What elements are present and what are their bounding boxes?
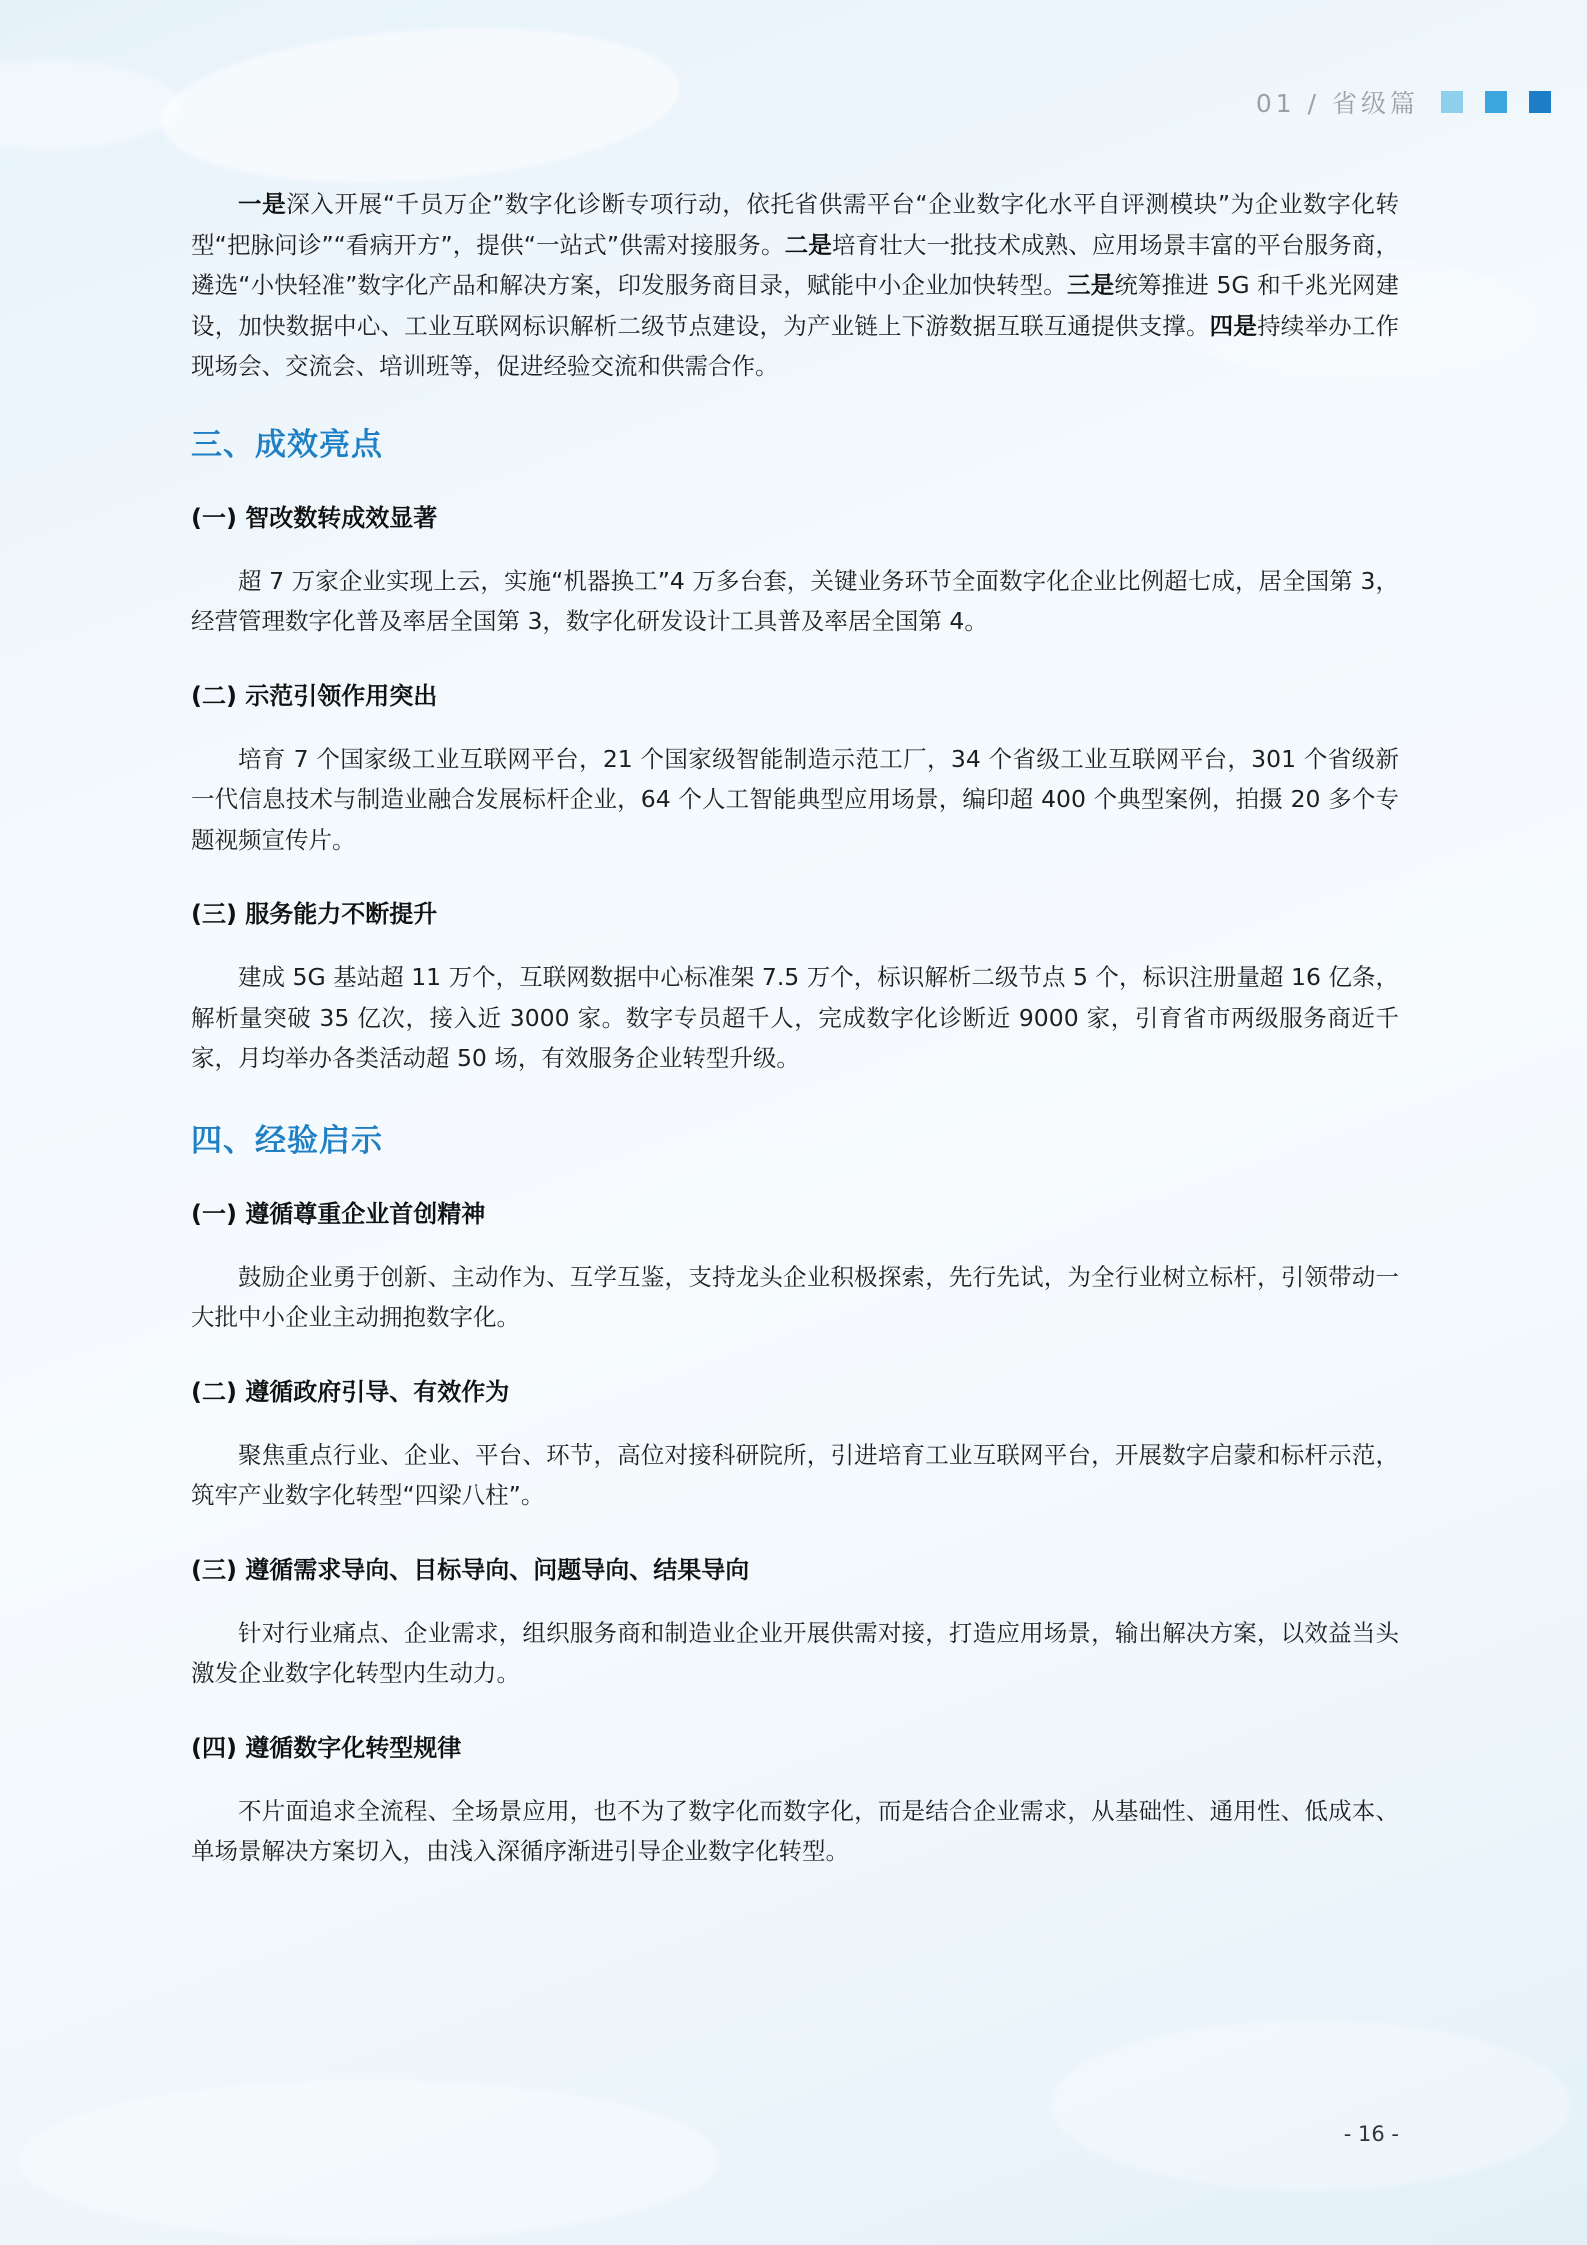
intro-s3-text: 统筹推进 5G 和千兆光网建设，加快数据中心、工业互联网标识解析二级节点建设，为产业链上下游数据互联互通提供支撑。 (191, 271, 1399, 340)
section-3-sub-2-title: (二) 示范引领作用突出 (191, 681, 438, 710)
header-square-dark-icon (1529, 91, 1551, 113)
background-decoration (155, 12, 684, 198)
section-4-sub-2-title: (二) 遵循政府引导、有效作为 (191, 1377, 510, 1406)
section-3-sub-3-title: (三) 服务能力不断提升 (191, 900, 438, 928)
header-square-medium-icon (1485, 91, 1507, 113)
intro-s4-lead: 四是 (1209, 311, 1258, 340)
header-square-light-icon (1441, 91, 1463, 113)
intro-s4-text: 持续举办工作现场会、交流会、培训班等，促进经验交流和供需合作。 (191, 311, 1400, 380)
section-3-sub-1-text: 超 7 万家企业实现上云，实施“机器换工”4 万多台套，关键业务环节全面数字化企业比例超七成，居全国第 3，经营管理数字化普及率居全国第 3，数字化研发设计工具普及率居全国第 4。 (191, 566, 1399, 635)
intro-paragraph (191, 184, 1399, 387)
intro-s1-lead: 一是 (238, 190, 287, 218)
background-decoration (1050, 2020, 1570, 2190)
intro-s2-lead: 二是 (784, 230, 832, 259)
section-4-sub-3-text: 针对行业痛点、企业需求，组织服务商和制造业企业开展供需对接，打造应用场景，输出解决方案，以效益当头激发企业数字化转型内生动力。 (191, 1618, 1399, 1687)
chapter-label: 01 / 省级篇 (1255, 89, 1419, 118)
background-decoration (20, 2080, 720, 2240)
section-4-sub-3-title: (三) 遵循需求导向、目标导向、问题导向、结果导向 (191, 1555, 750, 1584)
page-number: - 16 - (1343, 2122, 1399, 2146)
section-4-sub-2-text: 聚焦重点行业、企业、平台、环节，高位对接科研院所，引进培育工业互联网平台，开展数字启蒙和标杆示范，筑牢产业数字化转型“四梁八柱”。 (191, 1440, 1399, 1509)
section-3-sub-2-text: 培育 7 个国家级工业互联网平台，21 个国家级智能制造示范工厂，34 个省级工业互联网平台，301 个省级新一代信息技术与制造业融合发展标杆企业，64 个人工智能典型应用场景，编印超 400 个典型案例，拍摄 20 多个专题视频宣传片。 (191, 744, 1399, 854)
section-4-sub-4-title: (四) 遵循数字化转型规律 (191, 1733, 462, 1762)
section-3-title: 三、成效亮点 (191, 426, 383, 463)
intro-s1-text: 深入开展“千员万企”数字化诊断专项行动，依托省供需平台“企业数字化水平自评测模块”为企业数字化转型“把脉问诊”“看病开方”，提供“一站式”供需对接服务。 (191, 190, 1399, 259)
section-4-sub-1-text: 鼓励企业勇于创新、主动作为、互学互鉴，支持龙头企业积极探索，先行先试，为全行业树立标杆，引领带动一大批中小企业主动拥抱数字化。 (191, 1262, 1399, 1331)
section-4-title: 四、经验启示 (191, 1122, 383, 1159)
section-3-sub-3-text: 建成 5G 基站超 11 万个，互联网数据中心标准架 7.5 万个，标识解析二级节点 5 个，标识注册量超 16 亿条，解析量突破 35 亿次，接入近 3000 家。数字专员超千人，完成数字化诊断近 9000 家，引育省市两级服务商近千家，月均举办各类活动超 50 场，有效服务企业转型升级。 (191, 963, 1399, 1072)
intro-s2-text: 培育壮大一批技术成熟、应用场景丰富的平台服务商，遴选“小快轻准”数字化产品和解决方案，印发服务商目录，赋能中小企业加快转型。 (191, 230, 1400, 299)
document-body (191, 184, 1399, 1872)
section-3-sub-1-title: (一) 智改数转成效显著 (191, 503, 438, 532)
background-decoration (0, 60, 180, 150)
intro-s3-lead: 三是 (1066, 271, 1115, 299)
section-4-sub-4-text: 不片面追求全流程、全场景应用，也不为了数字化而数字化，而是结合企业需求，从基础性、通用性、低成本、单场景解决方案切入，由浅入深循序渐进引导企业数字化转型。 (191, 1796, 1399, 1865)
section-4-sub-1-title: (一) 遵循尊重企业首创精神 (191, 1199, 486, 1228)
page-header (1256, 84, 1551, 120)
